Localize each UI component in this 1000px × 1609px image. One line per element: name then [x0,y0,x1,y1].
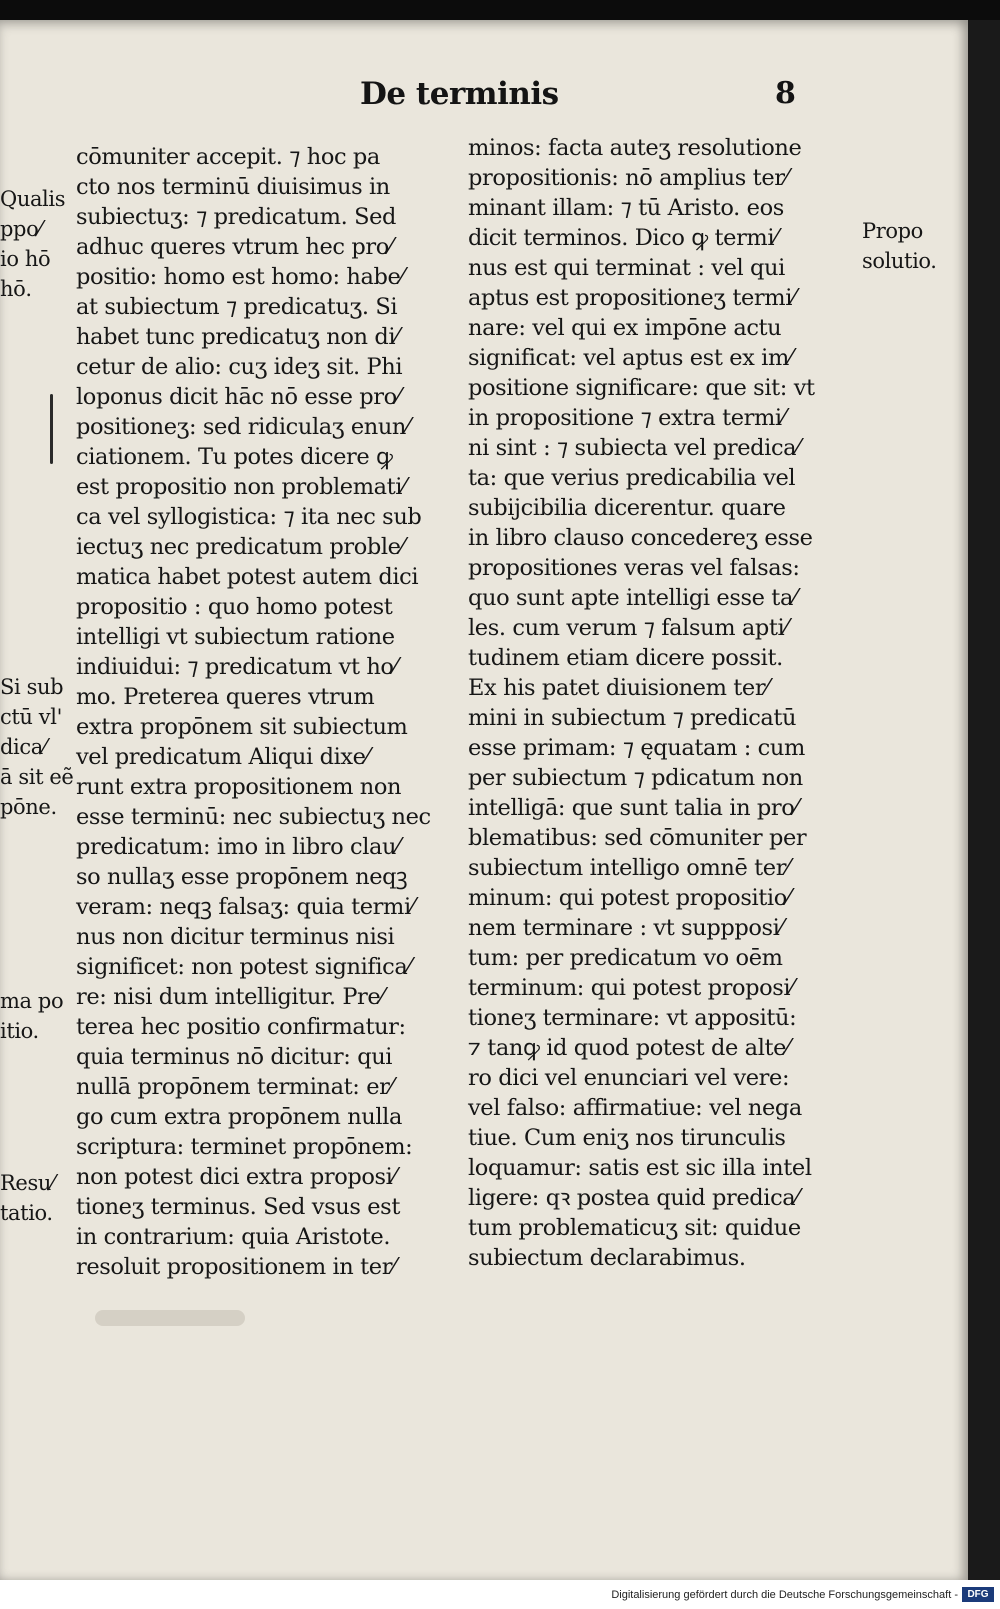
text-line: cto nos terminū diuisimus in [76,174,390,200]
text-line: adhuc queres vtrum hec pro⁄ [76,234,393,260]
text-line: ligere: qꝛ postea quid predica⁄ [468,1185,799,1211]
margin-line: solutio. [862,249,937,273]
text-line: nus est qui terminat : vel qui [468,255,785,281]
text-line: terea hec positio confirmatur: [76,1014,406,1040]
text-line: runt extra propositionem non [76,774,402,800]
text-line: quo sunt apte intelligi esse ta⁄ [468,585,797,611]
margin-note-positio [0,986,63,1046]
text-line: propositio : quo homo potest [76,594,393,620]
text-line: tum: per predicatum vo oēm [468,945,783,971]
folio-number: 8 [775,76,796,111]
text-line: terminum: qui potest proposi⁄ [468,975,794,1001]
margin-line: ctū vl' [0,705,62,729]
text-line: re: nisi dum intelligitur. Pre⁄ [76,984,384,1010]
text-line: aptus est propositioneʒ termi⁄ [468,285,796,311]
text-line: extra propōnem sit subiectum [76,714,408,740]
text-line: go cum extra propōnem nulla [76,1104,402,1130]
margin-note-propo-solutio [862,216,937,276]
handwritten-bracket-mark [50,394,53,464]
margin-line: tatio. [0,1201,53,1225]
text-line: loquamur: satis est sic illa intel [468,1155,812,1181]
text-line: significat: vel aptus est ex im⁄ [468,345,793,371]
text-line: ro dici vel enunciari vel vere: [468,1065,790,1091]
text-line: Ex his patet diuisionem ter⁄ [468,675,769,701]
margin-note-qualis [0,184,65,304]
text-line: minum: qui potest propositio⁄ [468,885,791,911]
text-line: est propositio non problemati⁄ [76,474,406,500]
margin-line: ā sit eẽ [0,765,74,789]
text-line: per subiectum ⁊ pdicatum non [468,765,803,791]
text-line: positio: homo est homo: habe⁄ [76,264,404,290]
text-line: so nullaʒ esse propōnem neqꝫ [76,864,408,890]
text-line: subiectuʒ: ⁊ predicatum. Sed [76,204,397,230]
margin-note-si-sub [0,672,73,822]
text-line: ni sint : ⁊ subiecta vel predica⁄ [468,435,800,461]
text-line: intelligi vt subiectum ratione [76,624,395,650]
margin-line: pōne. [0,795,57,819]
text-line: ca vel syllogistica: ⁊ ita nec sub [76,504,422,530]
text-line: tioneʒ terminus. Sed vsus est [76,1194,400,1220]
margin-line: Resu⁄ [0,1171,55,1195]
text-line: vel predicatum Aliqui dixe⁄ [76,744,369,770]
text-line: esse terminū: nec subiectuʒ nec [76,804,431,830]
text-line: nare: vel qui ex impōne actu [468,315,782,341]
text-line: positioneʒ: sed ridiculaʒ enun⁄ [76,414,410,440]
margin-line: ma po [0,989,64,1013]
text-line: resoluit propositionem in ter⁄ [76,1254,396,1280]
scan-edge [968,20,1000,1580]
text-line: ⁊ tanꝙ id quod potest de alte⁄ [468,1035,790,1061]
running-title: De terminis [360,76,559,112]
text-line: quia terminus nō dicitur: qui [76,1044,393,1070]
text-line: tum problematicuʒ sit: quidue [468,1215,801,1241]
text-line: ciationem. Tu potes dicere ꝙ [76,444,393,470]
text-line: cōmuniter accepit. ⁊ hoc pa [76,144,380,170]
dfg-logo-icon: DFG [962,1587,994,1602]
text-line: blematibus: sed cōmuniter per [468,825,807,851]
text-line: ta: que verius predicabilia vel [468,465,796,491]
text-line: nus non dicitur terminus nisi [76,924,395,950]
text-line: esse primam: ⁊ ęquatam : cum [468,735,805,761]
text-line: dicit terminos. Dico ꝙ termi⁄ [468,225,778,251]
margin-note-resutatio [0,1168,54,1228]
text-line: subiectum declarabimus. [468,1245,746,1271]
margin-line: itio. [0,1019,39,1043]
text-column-right [468,133,858,1273]
text-line: propositionis: nō amplius ter⁄ [468,165,788,191]
text-line: predicatum: imo in libro clau⁄ [76,834,400,860]
text-line: at subiectum ⁊ predicatuʒ. Si [76,294,398,320]
text-line: tudinem etiam dicere possit. [468,645,783,671]
text-line: minant illam: ⁊ tū Aristo. eos [468,195,784,221]
footer-bar [0,1580,1000,1609]
text-line: scriptura: terminet propōnem: [76,1134,413,1160]
text-line: subiectum intelligo omnē ter⁄ [468,855,790,881]
text-line: intelligā: que sunt talia in pro⁄ [468,795,798,821]
margin-line: dica⁄ [0,735,46,759]
text-line: in contrarium: quia Aristote. [76,1224,391,1250]
text-line: propositiones veras vel falsas: [468,555,800,581]
text-line: cetur de alio: cuʒ ideʒ sit. Phi [76,354,403,380]
text-line: indiuidui: ⁊ predicatum vt ho⁄ [76,654,397,680]
text-line: nem terminare : vt suppposi⁄ [468,915,783,941]
text-line: les. cum verum ⁊ falsum apti⁄ [468,615,788,641]
text-column-left [76,142,456,1282]
text-line: minos: facta auteʒ resolutione [468,135,802,161]
text-line: positione significare: que sit: vt [468,375,815,401]
footer-credit: Digitalisierung gefördert durch die Deutsche Forschungsgemeinschaft - [611,1589,958,1601]
text-line: habet tunc predicatuʒ non di⁄ [76,324,399,350]
margin-line: Si sub [0,675,64,699]
text-line: non potest dici extra proposi⁄ [76,1164,396,1190]
book-page [0,20,968,1580]
margin-line: Qualis [0,187,66,211]
text-line: matica habet potest autem dici [76,564,419,590]
text-line: in propositione ⁊ extra termi⁄ [468,405,786,431]
text-line: veram: neqꝫ falsaʒ: quia termi⁄ [76,894,415,920]
text-line: loponus dicit hāc nō esse pro⁄ [76,384,401,410]
text-line: mini in subiectum ⁊ predicatū [468,705,797,731]
text-line: mo. Preterea queres vtrum [76,684,375,710]
text-line: nullā propōnem terminat: er⁄ [76,1074,393,1100]
text-line: vel falso: affirmatiue: vel nega [468,1095,802,1121]
text-line: iectuʒ nec predicatum proble⁄ [76,534,404,560]
text-line: tiue. Cum eniʒ nos tirunculis [468,1125,786,1151]
text-line: tioneʒ terminare: vt appositū: [468,1005,797,1031]
margin-line: ppo⁄ [0,217,42,241]
margin-line: Propo [862,219,923,243]
text-line: in libro clauso concedereʒ esse [468,525,813,551]
margin-line: hō. [0,277,32,301]
margin-line: io hō [0,247,51,271]
text-line: significet: non potest significa⁄ [76,954,411,980]
text-line: subijcibilia dicerentur. quare [468,495,786,521]
ink-smudge [95,1310,245,1326]
